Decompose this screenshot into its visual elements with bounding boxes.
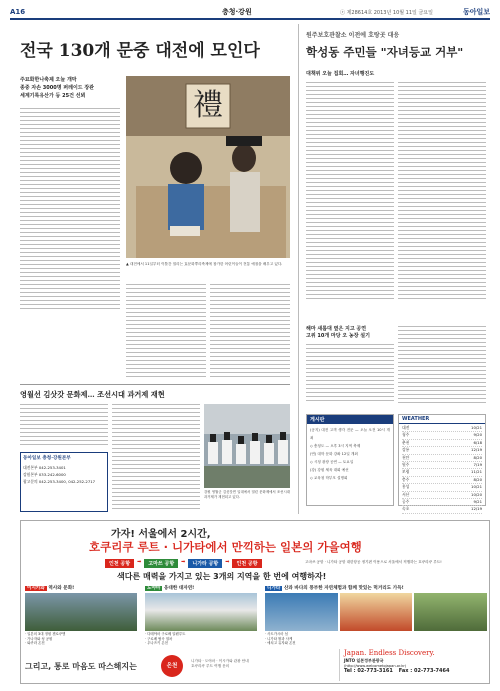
right-subhead-2: 해마 새롬대 옆은 지고 공연 고위 10개 마당 오 농장 설기 <box>306 326 370 339</box>
weather-temp: 8/20 <box>473 476 482 482</box>
weather-city: 대전 <box>402 425 410 430</box>
route-step: 인천 공항 <box>232 559 261 568</box>
weather-city: 서산 <box>402 491 410 497</box>
right-headline: 학성동 주민들 "자녀등교 거부" <box>306 45 464 59</box>
right-body-col2 <box>398 82 486 302</box>
weather-temp: 8/20 <box>473 454 482 460</box>
column-rule <box>298 24 299 514</box>
notice-item: ◇ 충청도 — 오후 3시 지역 축제 <box>310 444 361 448</box>
notice-board <box>306 414 394 506</box>
region-bullets <box>25 632 137 646</box>
onsen-stamp: 온천 <box>161 655 183 677</box>
weather-temp: 10/21 <box>471 425 482 430</box>
weather-row <box>402 492 482 499</box>
region-photo <box>414 593 487 631</box>
main-body-col1 <box>20 108 120 310</box>
weather-row <box>402 469 482 476</box>
weather-city: 홍성 <box>402 484 410 490</box>
notice-item: (강) 강원 체육 대회 예선 <box>310 468 349 472</box>
contact-line: 대전본부 042-253-3401 <box>23 465 66 470</box>
main-photo-caption: ▲ 대전에서 11일부터 이틀간 열리는 효문화뿌리축제에 참가한 어린이들이 전통 예절을 배우고 있다. <box>126 262 283 266</box>
ad-headline: 호쿠리쿠 루트 · 니가타에서 만끽하는 일본의 가을여행 <box>89 540 362 554</box>
weather-temp: 12/19 <box>471 447 482 453</box>
bullet: · 가나자와 성 공원 <box>25 636 53 641</box>
main-photo <box>126 76 290 258</box>
footer-line: 호쿠리쿠 루트 여행 문의 <box>191 664 230 668</box>
bottom-body-col2 <box>112 404 200 512</box>
ad-slogan: 그리고, 통로 마음도 따스해지는 <box>25 662 137 671</box>
newspaper-brand: 동아일보 <box>462 8 490 16</box>
travel-ad <box>20 520 490 684</box>
deck-line: 종중 자손 3000명 퍼레이드 장관 <box>20 85 95 91</box>
bottom-photo <box>204 404 290 488</box>
region-toyama <box>145 585 257 653</box>
bullet: · 와쿠라 온천 <box>25 641 45 646</box>
region-bullets <box>145 632 257 646</box>
ad-route-note: 고마쓰 공항 · 니가타 공항 대한항공 정기편 이용으로 서울에서 직행하는 호쿠리쿠 루트! <box>305 560 442 564</box>
region-label: 역사와 문화! <box>48 586 75 591</box>
weather-row <box>402 499 482 506</box>
weather-city: 강릉 <box>402 447 410 453</box>
route-step: 니가타 공항 <box>188 559 222 568</box>
weather-city: 원주 <box>402 462 410 468</box>
jnto-fax: Fax : 02-773-7464 <box>398 668 450 674</box>
deck-line: 세계기록유산가 등 25건 선뵈 <box>20 93 86 99</box>
divider <box>20 384 290 385</box>
main-body-col3 <box>210 284 290 378</box>
region-photo <box>340 593 413 631</box>
main-deck <box>20 76 120 100</box>
bottom-photo-caption: 강원 영월군 김삿갓면 일대에서 열린 문화제에서 조선시대 과거제가 재현되고 있다. <box>204 490 290 499</box>
page-header <box>10 6 490 20</box>
weather-city: 청주 <box>402 432 410 438</box>
region-photos <box>265 593 487 631</box>
bullet: · 일본의 3대 정원 겐로쿠엔 <box>25 632 66 636</box>
weather-temp: 7/19 <box>473 462 482 468</box>
region-photo <box>25 593 137 631</box>
photo-sign-text: 禮 <box>193 88 223 123</box>
region-name: 니가타 <box>267 586 281 591</box>
notice-item: (공지) 대전 고객 생각 전문 — 오늘 오전 10시 개최 <box>310 428 390 440</box>
section-name: 충청·강원 <box>222 8 252 16</box>
weather-temp: 11/21 <box>471 469 482 475</box>
region-photo <box>145 593 257 631</box>
weather-box <box>398 414 486 512</box>
weather-temp: 9/21 <box>473 499 482 505</box>
weather-row <box>402 447 482 454</box>
ad-route <box>105 559 262 568</box>
bullet: · 에치고 유자와 온천 <box>265 641 296 646</box>
jnto-block <box>339 649 487 681</box>
jnto-url: (http://www.welcometojapan.or.kr) <box>344 664 407 668</box>
main-body-col2 <box>126 284 206 378</box>
weather-row <box>402 432 482 439</box>
route-step: 고마쓰 공항 <box>144 559 178 568</box>
contact-line: 강원본부 033-242-6000 <box>23 472 66 477</box>
footer-line: 니가타 · 도야마 · 이시카와 관광 안내 <box>191 659 249 663</box>
ad-footer <box>191 659 331 669</box>
contact-title: 동아일보 충청·강원본부 <box>23 456 71 461</box>
weather-row <box>402 440 482 447</box>
route-arrow-icon: ➡ <box>181 559 186 565</box>
right-body-col4 <box>398 326 486 404</box>
region-label: 웅대한 대자연! <box>163 586 195 591</box>
weather-city: 공주 <box>402 499 410 505</box>
weather-table <box>399 424 485 515</box>
region-ishikawa <box>25 585 137 653</box>
region-bullets <box>265 632 487 646</box>
bullet: · 구로베 협곡 열차 <box>145 636 173 641</box>
weather-row <box>402 455 482 462</box>
region-name: 도야마 <box>147 586 161 591</box>
route-arrow-icon: ➡ <box>225 559 230 565</box>
weather-row <box>402 462 482 469</box>
jnto-tel: Tel : 02-773-3161 <box>344 668 393 674</box>
weather-row <box>402 484 482 491</box>
weather-row <box>402 506 482 513</box>
right-body-col3 <box>306 344 394 404</box>
issue-meta: ⓡ 제28614호 2013년 10월 11일 금요일 <box>340 9 433 16</box>
notice-board-title: 게시판 <box>307 415 393 424</box>
notice-list <box>307 424 393 484</box>
notice-item: (연) 대학 문화 강좌 12일 개최 <box>310 452 358 456</box>
weather-temp: 10/21 <box>471 484 482 490</box>
region-name: 이시카와 <box>27 586 45 591</box>
weather-city: 천안 <box>402 454 410 460</box>
japan-slogan: Japan. Endless Discovery. <box>344 649 435 657</box>
route-step: 인천 공항 <box>105 559 134 568</box>
bottom-headline: 영월선 김삿갓 문화제… 조선시대 과거제 재현 <box>20 390 165 399</box>
route-arrow-icon: ➡ <box>137 559 142 565</box>
weather-row <box>402 425 482 432</box>
weather-temp: 9/20 <box>473 432 482 438</box>
ad-subhead: 색다른 매력을 가지고 있는 3개의 지역을 한 번에 여행하자! <box>117 572 327 581</box>
deck-line: 주묘화한나축제 오늘 개막 <box>20 77 77 83</box>
page-number: A16 <box>10 8 26 16</box>
weather-title: WEATHER <box>399 415 485 424</box>
bullet: · 니가타 쌀과 사케 <box>265 636 293 641</box>
weather-city: 속초 <box>402 506 410 512</box>
weather-temp: 12/19 <box>471 506 482 512</box>
weather-city: 충주 <box>402 476 410 482</box>
region-photo <box>265 593 338 631</box>
contact-list <box>23 464 105 485</box>
bullet: · 우나즈키 온천 <box>145 641 168 646</box>
weather-row <box>402 477 482 484</box>
region-label: 산과 바다의 풍부한 자연체험과 함께 맛있는 먹거리도 가득! <box>283 586 404 591</box>
bottom-body-col1 <box>20 404 108 448</box>
weather-temp: 10/20 <box>471 491 482 497</box>
notice-item: ◇ 시청 광장 공연 — 토요일 <box>310 460 354 464</box>
weather-city: 춘천 <box>402 439 410 445</box>
bullet: · 사도가시마 섬 <box>265 632 288 636</box>
contact-box <box>20 452 108 512</box>
weather-temp: 6/18 <box>473 439 482 445</box>
ad-tagline: 가자! 서울에서 2시간, <box>111 529 211 540</box>
contact-line: 광고문의 042-253-3400, 042-252-2717 <box>23 479 96 484</box>
main-headline: 전국 130개 문중 대전에 모인다 <box>20 41 260 61</box>
bullet: · 다테야마 구로베 알펜루트 <box>145 632 186 636</box>
right-body-col1 <box>306 82 394 302</box>
region-niigata <box>265 585 487 653</box>
right-subhead: 대책위 오늘 집회… 자녀행진도 <box>306 71 375 77</box>
weather-city: 보령 <box>402 469 410 475</box>
right-kicker: 원주보호관찰소 이전에 호랑곳 대응 <box>306 32 400 39</box>
notice-item: ◇ 교육청 학부모 설명회 <box>310 476 348 480</box>
jnto-name: JNTO 일본정부관광국 <box>344 658 384 663</box>
